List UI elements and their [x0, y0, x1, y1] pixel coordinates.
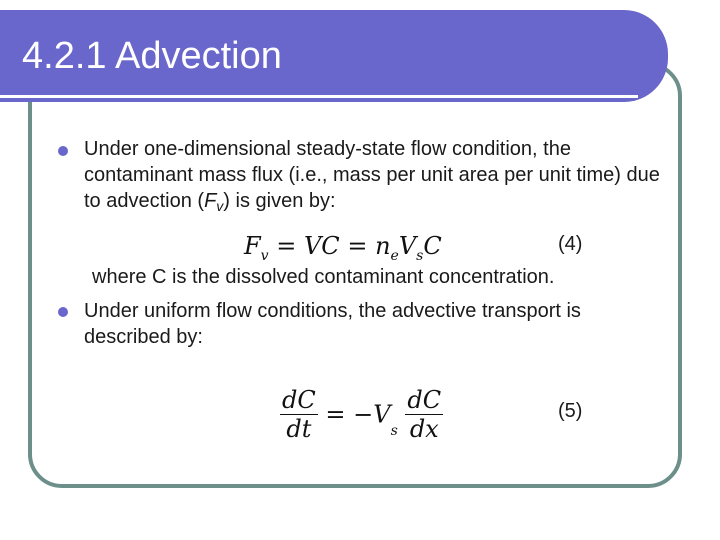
eq5-rhs-num: dC [407, 386, 442, 414]
eq4-lhs: F [244, 232, 261, 260]
flux-subscript: v [216, 198, 224, 214]
eq5-lhs-fraction [280, 386, 318, 443]
eq4-term1: VC [303, 232, 340, 260]
equation-5-number: (5) [558, 400, 583, 422]
eq5-coef-sub: s [390, 423, 398, 439]
eq4-term2-a: n [375, 232, 391, 260]
page-title: 4.2.1 Advection [22, 35, 282, 77]
eq5-rhs-den: dx [409, 415, 439, 443]
bullet-1-text-after: ) is given by: [223, 190, 336, 212]
eq4-term2-sub-a: e [390, 247, 399, 264]
equation-4 [244, 232, 442, 264]
bullet-dot-1 [58, 146, 68, 156]
eq4-term2-sub-b: s [416, 247, 424, 264]
eq5-lhs-num: dC [282, 386, 316, 414]
bullet-dot-2 [58, 307, 68, 317]
bullet-2-text: Under uniform flow conditions, the advective transport is described by: [84, 300, 581, 348]
bullet-1-text [84, 136, 674, 219]
note-after-eq4: where C is the dissolved contaminant concentration. [92, 266, 555, 288]
eq4-equals-1: = [276, 232, 297, 260]
equation-5 [280, 386, 443, 443]
eq5-rhs-fraction [405, 386, 443, 443]
eq4-equals-2: = [347, 232, 368, 260]
eq4-lhs-sub: v [260, 247, 269, 264]
eq5-coef: V [373, 400, 391, 429]
bullet-1-text-before: Under one-dimensional steady-state flow condition, the contaminant mass flux (i.e., mass per unit area per unit time) due to advection ( [84, 138, 660, 212]
eq5-equals: = − [325, 400, 374, 429]
equation-4-number: (4) [558, 233, 583, 255]
eq5-lhs-den: dt [286, 415, 312, 443]
flux-symbol: F [204, 190, 217, 212]
title-underline [0, 95, 638, 98]
eq4-term2-c: C [423, 232, 442, 260]
eq4-term2-b: V [398, 232, 417, 260]
